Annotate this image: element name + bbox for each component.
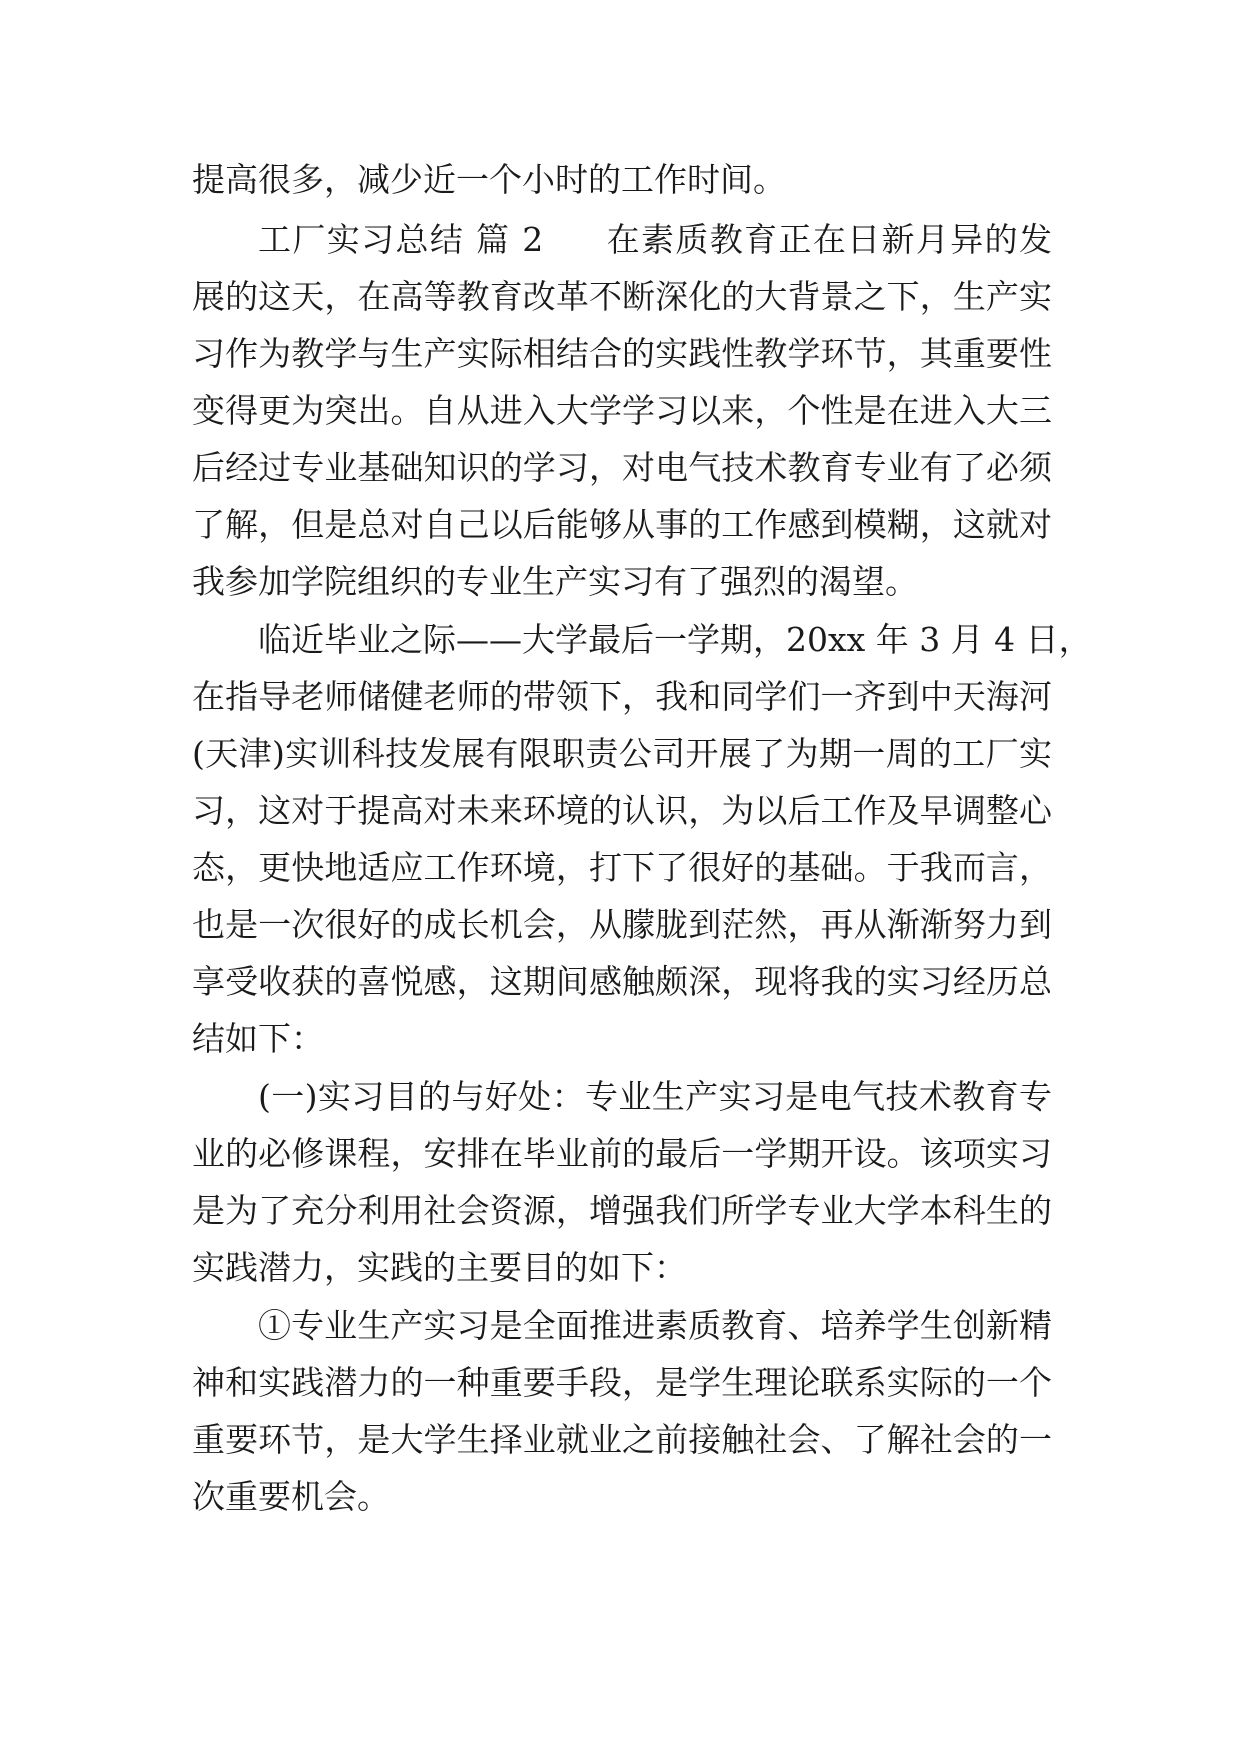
text-line: 我参加学院组织的专业生产实习有了强烈的渴望。: [192, 562, 918, 601]
text-line: 业的必修课程，安排在毕业前的最后一学期开设。该项实习: [192, 1134, 1052, 1173]
section-title: 工厂实习总结 篇 2: [258, 220, 544, 259]
text-line: (天津)实训科技发展有限职责公司开展了为期一周的工厂实: [192, 734, 1052, 773]
text-line: 提高很多，减少近一个小时的工作时间。: [192, 160, 786, 199]
text-line: 重要环节，是大学生择业就业之前接触社会、了解社会的一: [192, 1420, 1052, 1459]
text-line: 变得更为突出。自从进入大学学习以来，个性是在进入大三: [192, 391, 1052, 430]
paragraph-heading-line: [258, 220, 1052, 260]
text-line: 习作为教学与生产实际相结合的实践性教学环节，其重要性: [192, 334, 1052, 373]
text-line: 实践潜力，实践的主要目的如下：: [192, 1248, 687, 1287]
text-line: 展的这天，在高等教育改革不断深化的大背景之下，生产实: [192, 277, 1052, 316]
text-line: ①专业生产实习是全面推进素质教育、培养学生创新精: [258, 1306, 1052, 1345]
text-line: 次重要机会。: [192, 1477, 390, 1516]
text-line: (一)实习目的与好处：专业生产实习是电气技术教育专: [258, 1077, 1052, 1116]
text-line: 结如下：: [192, 1019, 324, 1058]
text-line: 了解，但是总对自己以后能够从事的工作感到模糊，这就对: [192, 505, 1052, 544]
text-fragment: 在素质教育正在日新月异的发: [605, 220, 1053, 259]
text-line: 也是一次很好的成长机会，从朦胧到茫然，再从渐渐努力到: [192, 905, 1052, 944]
text-line: 临近毕业之际——大学最后一学期，20xx 年 3 月 4 日，: [258, 620, 1092, 659]
text-line: 在指导老师储健老师的带领下，我和同学们一齐到中天海河: [192, 677, 1052, 716]
text-line: 享受收获的喜悦感，这期间感触颇深，现将我的实习经历总: [192, 962, 1052, 1001]
text-line: 习，这对于提高对未来环境的认识，为以后工作及早调整心: [192, 791, 1052, 830]
text-line: 神和实践潜力的一种重要手段，是学生理论联系实际的一个: [192, 1363, 1052, 1402]
text-line: 态，更快地适应工作环境，打下了很好的基础。于我而言，: [192, 848, 1052, 887]
text-line: 是为了充分利用社会资源，增强我们所学专业大学本科生的: [192, 1191, 1052, 1230]
text-line: 后经过专业基础知识的学习，对电气技术教育专业有了必须: [192, 448, 1052, 487]
